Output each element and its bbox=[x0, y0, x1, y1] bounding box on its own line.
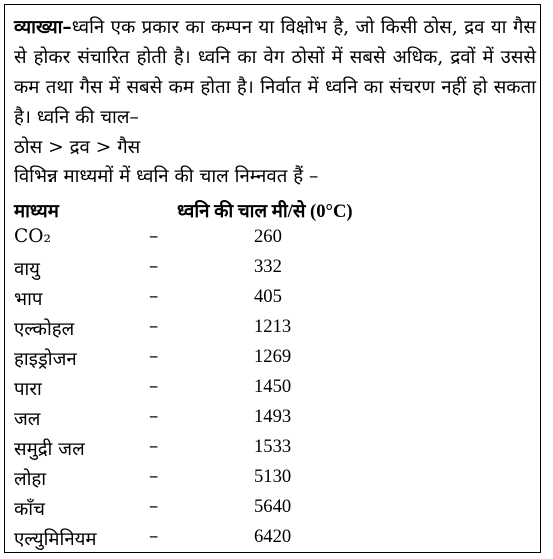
top-strip bbox=[0, 0, 553, 3]
dash-cell: – bbox=[149, 256, 159, 277]
value-cell: 5130 bbox=[254, 466, 292, 487]
value-cell: 6420 bbox=[254, 526, 292, 547]
medium-cell: लोहा bbox=[14, 469, 47, 490]
table-row bbox=[14, 526, 534, 556]
content-box bbox=[4, 4, 541, 553]
table-row bbox=[14, 466, 534, 496]
value-cell: 260 bbox=[254, 226, 282, 247]
medium-cell: CO₂ bbox=[14, 226, 51, 247]
explanation-label: व्याख्या– bbox=[14, 17, 72, 38]
dash-cell: – bbox=[149, 466, 159, 487]
medium-cell: पारा bbox=[14, 379, 42, 400]
dash-cell: – bbox=[149, 226, 159, 247]
dash-cell: – bbox=[149, 436, 159, 457]
medium-cell: काँच bbox=[14, 499, 45, 520]
value-cell: 1533 bbox=[254, 436, 292, 457]
value-cell: 1213 bbox=[254, 316, 292, 337]
dash-cell: – bbox=[149, 316, 159, 337]
intro-line: विभिन्न माध्यमों में ध्वनि की चाल निम्नवत हैं – bbox=[14, 166, 319, 187]
medium-cell: एल्कोहल bbox=[14, 319, 75, 340]
table-row bbox=[14, 406, 534, 436]
medium-cell: जल bbox=[14, 409, 41, 430]
dash-cell: – bbox=[149, 526, 159, 547]
value-cell: 332 bbox=[254, 256, 282, 277]
dash-cell: – bbox=[149, 346, 159, 367]
medium-cell: एल्युमिनियम bbox=[14, 529, 97, 550]
dash-cell: – bbox=[149, 286, 159, 307]
table-header-medium: माध्यम bbox=[14, 201, 59, 222]
table-header-speed: ध्वनि की चाल मी/से (0°C) bbox=[177, 201, 353, 222]
medium-cell: समुद्री जल bbox=[14, 439, 85, 460]
order-line: ठोस > द्रव > गैस bbox=[14, 137, 141, 158]
value-cell: 5640 bbox=[254, 496, 292, 517]
dash-cell: – bbox=[149, 376, 159, 397]
value-cell: 1269 bbox=[254, 346, 292, 367]
table-row bbox=[14, 436, 534, 466]
dash-cell: – bbox=[149, 406, 159, 427]
table-row bbox=[14, 256, 534, 286]
value-cell: 1450 bbox=[254, 376, 292, 397]
table-row bbox=[14, 316, 534, 346]
explanation-paragraph bbox=[14, 13, 536, 133]
medium-cell: हाइड्रोजन bbox=[14, 349, 77, 370]
table-row bbox=[14, 286, 534, 316]
table-row bbox=[14, 226, 534, 256]
medium-cell: वायु bbox=[14, 259, 40, 280]
value-cell: 405 bbox=[254, 286, 282, 307]
table-row bbox=[14, 376, 534, 406]
medium-cell: भाप bbox=[14, 289, 43, 310]
table-row bbox=[14, 496, 534, 526]
explanation-text: ध्वनि एक प्रकार का कम्पन या विक्षोभ है, जो किसी ठोस, द्रव या गैस से होकर संचारित होती है। ध्वनि का वेग ठोसों में सबसे अधिक, द्रवों में उससे कम तथा गैस में सबसे कम होता है। निर्वात में ध्वनि का संचरण नहीं हो सकता है। ध्वनि की चाल– bbox=[14, 17, 536, 128]
dash-cell: – bbox=[149, 496, 159, 517]
table-row bbox=[14, 346, 534, 376]
value-cell: 1493 bbox=[254, 406, 292, 427]
